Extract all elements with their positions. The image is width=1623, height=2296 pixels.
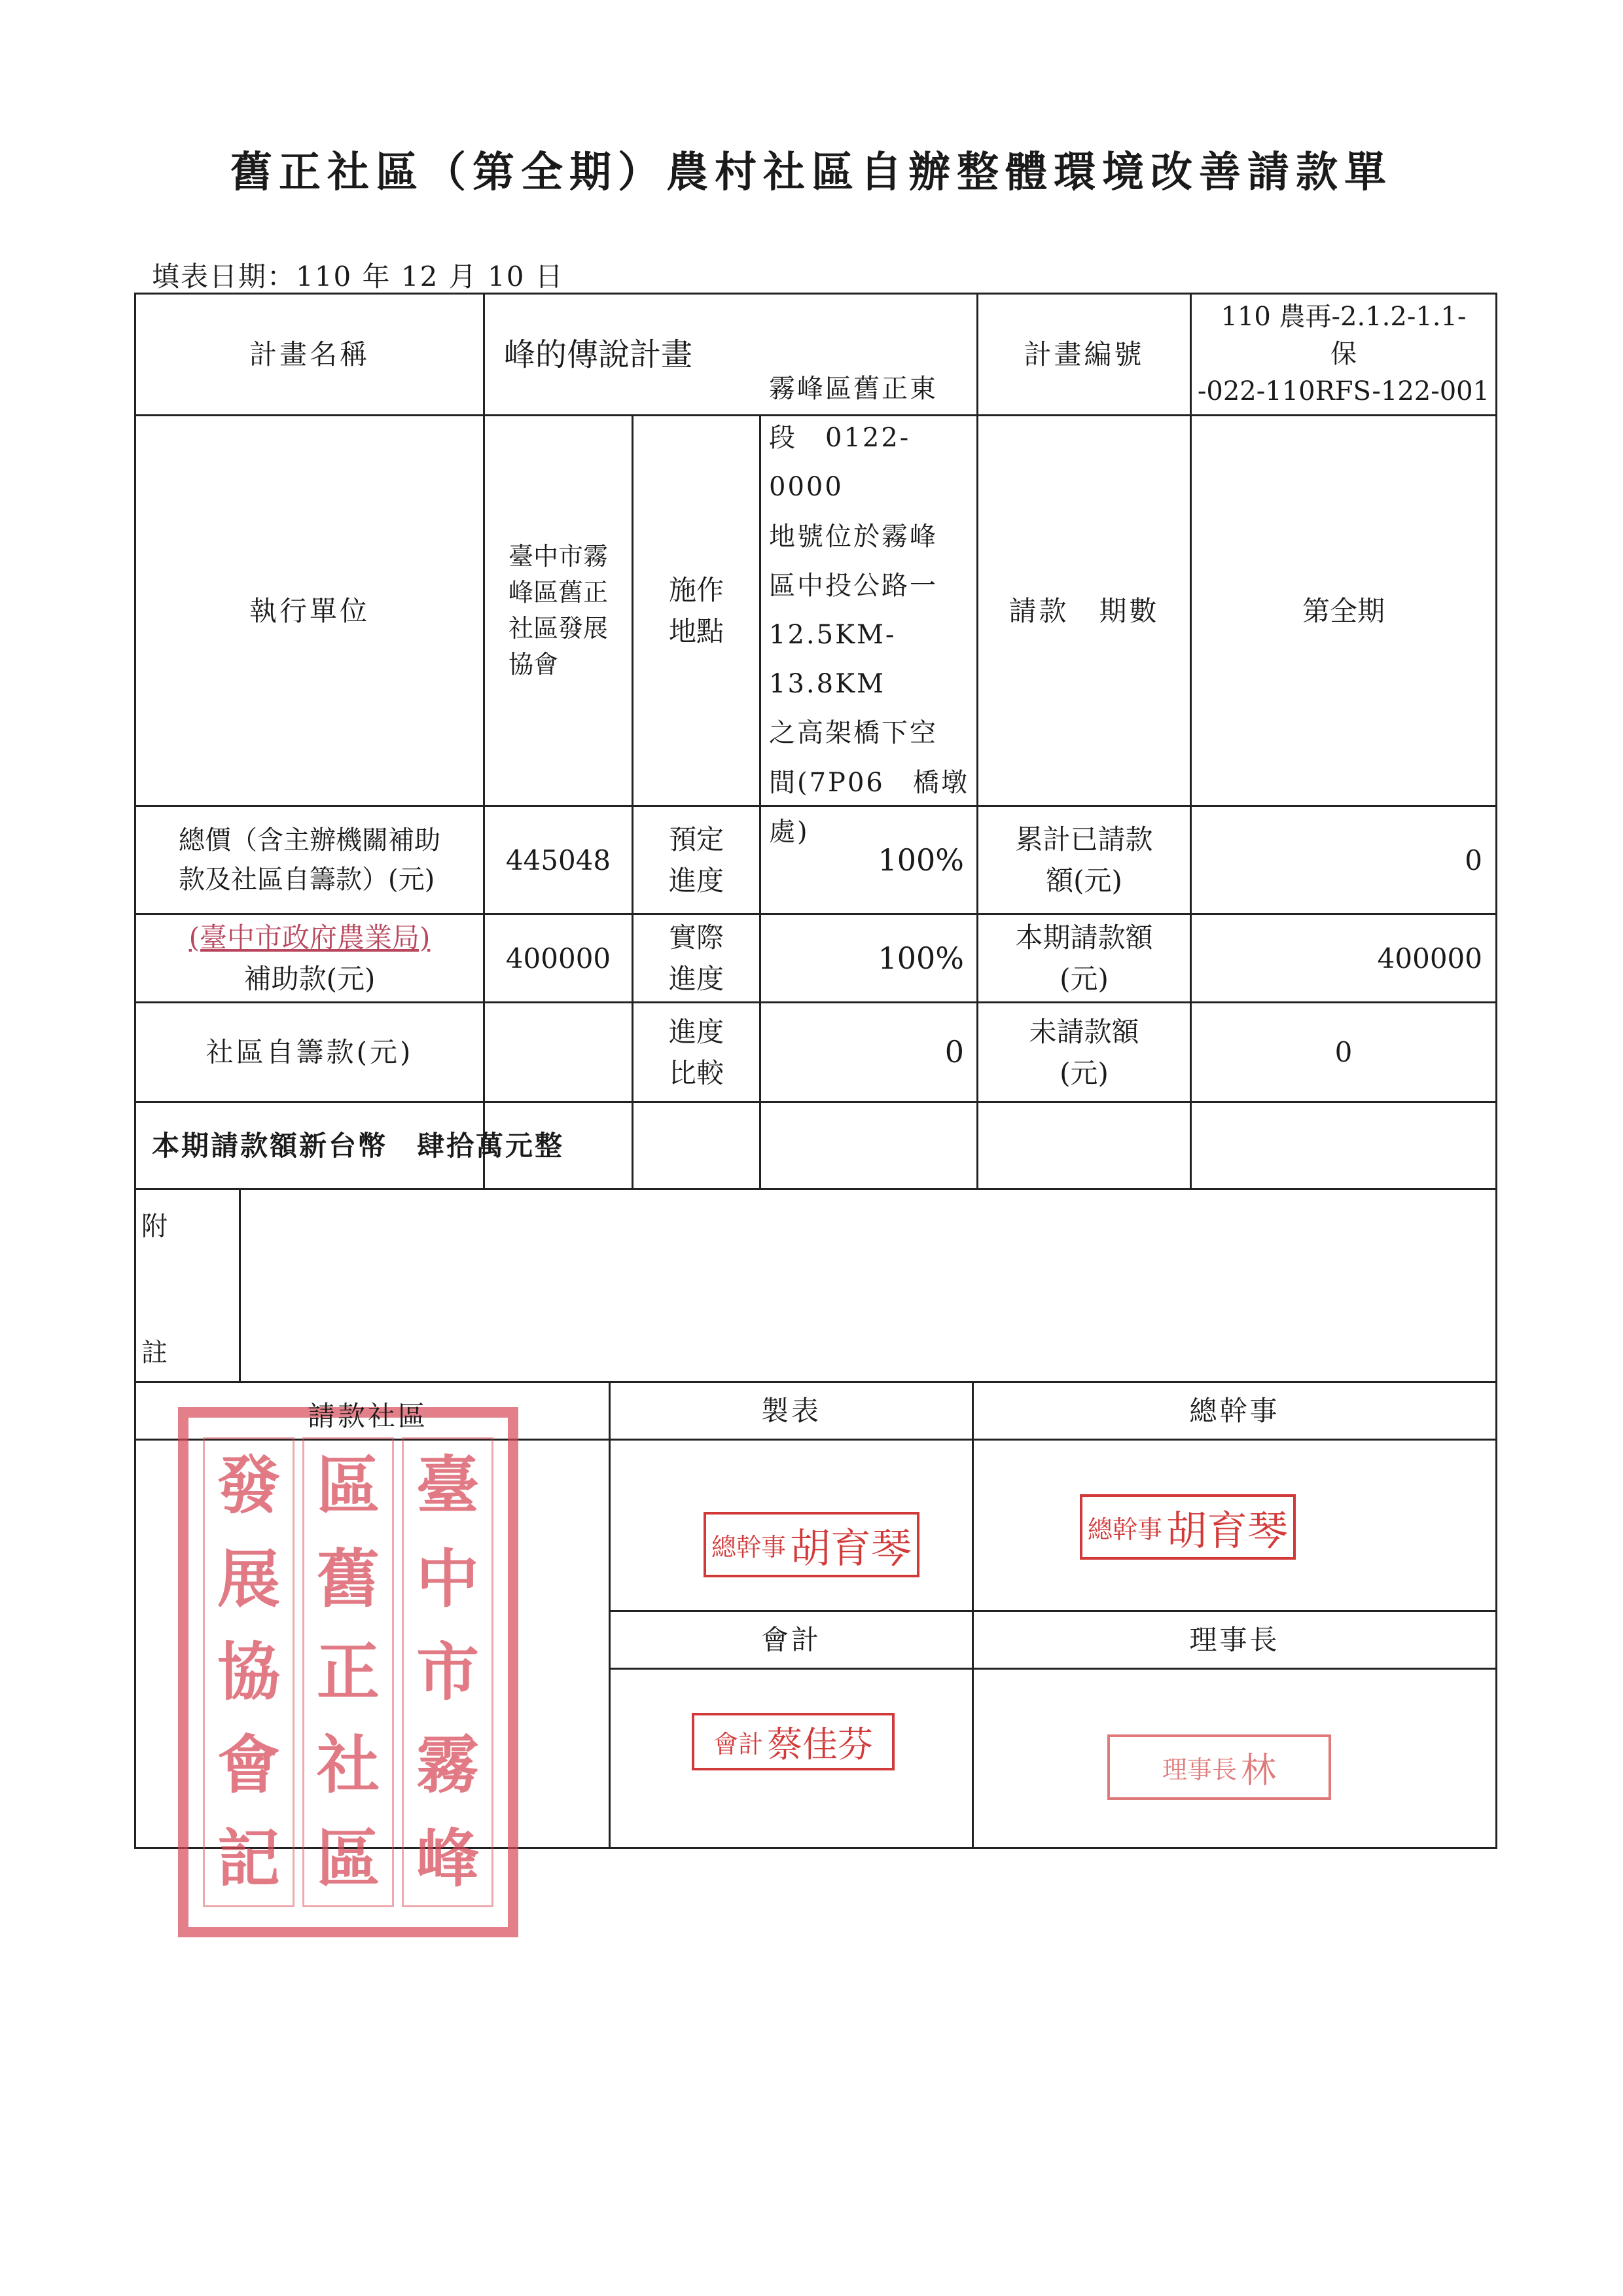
actual-progress-value: 100% xyxy=(878,940,964,976)
exec-unit-line: 社區發展 xyxy=(508,614,608,643)
current-label-line: 本期請款額 xyxy=(1015,922,1153,954)
cumulative-label-line: 額(元) xyxy=(1046,865,1122,897)
total-value: 445048 xyxy=(505,844,611,876)
seal-character: 展 xyxy=(217,1541,280,1616)
site-value-line: 12.5KM-13.8KM xyxy=(769,620,897,700)
progress-compare-label xyxy=(633,1003,759,1101)
community-label: 請款社區 xyxy=(308,1400,429,1432)
chair-stamp xyxy=(1107,1734,1331,1800)
seal-character: 峰 xyxy=(416,1821,479,1895)
seal-character: 正 xyxy=(317,1634,380,1709)
table-line xyxy=(239,1188,241,1383)
notes-label-top: 附 xyxy=(141,1211,168,1242)
plan-code-line: -022-110RFS-122-001 xyxy=(1197,376,1490,406)
seal-character: 市 xyxy=(416,1634,479,1709)
seal-character: 會 xyxy=(217,1728,280,1803)
total-label xyxy=(136,807,483,913)
plan-name-value: 峰的傳說計畫 xyxy=(504,336,693,373)
exec-unit-line: 臺中市霧 xyxy=(508,541,608,571)
cumulative-value: 0 xyxy=(1465,844,1482,876)
compare-label-line: 比較 xyxy=(668,1056,724,1089)
plan-code-value xyxy=(1192,295,1495,414)
seal-character: 社 xyxy=(317,1728,380,1803)
seal-character: 協 xyxy=(217,1634,280,1709)
form-title: 舊正社區（第全期）農村社區自辦整體環境改善請款單 xyxy=(230,149,1393,197)
cumulative-label-line: 累計已請款 xyxy=(1015,823,1153,855)
secretary-stamp-role: 總幹事 xyxy=(1087,1515,1162,1544)
table-line xyxy=(609,1668,1497,1670)
accountant-label: 會計 xyxy=(760,1624,821,1656)
subsidy-label xyxy=(136,915,483,1001)
seal-column xyxy=(203,1437,294,1907)
site-value-line: 地號位於霧峰 xyxy=(769,521,938,552)
site-label-line: 地點 xyxy=(668,615,724,647)
chair-label: 理事長 xyxy=(1189,1624,1280,1656)
accountant-stamp-name: 蔡佳芬 xyxy=(767,1723,873,1765)
site-label xyxy=(633,416,759,805)
subsidy-value: 400000 xyxy=(505,942,611,975)
site-value-line: 之高架橋下空 xyxy=(769,718,938,749)
fill-date: 填表日期：110 年 12 月 10 日 xyxy=(152,260,564,293)
unrequested-value: 0 xyxy=(1334,1036,1353,1068)
self-raised-label: 社區自籌款(元) xyxy=(205,1036,414,1068)
plan-name-label: 計畫名稱 xyxy=(249,338,370,370)
community-seal xyxy=(178,1407,518,1937)
site-value-line: 處) xyxy=(769,816,810,847)
self-raised-value xyxy=(485,1003,632,1101)
accountant-stamp xyxy=(692,1713,895,1770)
seal-character: 區 xyxy=(317,1821,380,1895)
total-label-line: 總價（含主辦機關補助 xyxy=(179,825,440,855)
maker-stamp xyxy=(704,1512,919,1577)
current-amount-label xyxy=(978,915,1190,1001)
seal-character: 霧 xyxy=(416,1728,479,1803)
seal-column xyxy=(302,1437,394,1907)
total-label-line: 款及社區自籌款）(元) xyxy=(179,865,435,895)
maker-label: 製表 xyxy=(760,1395,821,1427)
plan-code-label: 計畫編號 xyxy=(1024,338,1145,370)
secretary-stamp-name: 胡育琴 xyxy=(1166,1506,1289,1554)
actual-progress-label xyxy=(633,915,759,1001)
unrequested-label-line: 未請款額 xyxy=(1029,1015,1139,1048)
subsidy-agency: (臺中市政府農業局) xyxy=(188,922,431,954)
cumulative-label xyxy=(978,807,1190,913)
seal-character: 記 xyxy=(217,1821,280,1895)
actual-label-line: 實際 xyxy=(668,922,724,954)
period-value: 第全期 xyxy=(1302,594,1385,627)
planned-label-line: 進度 xyxy=(668,865,724,897)
site-value-line: 間(7P06 橋墩 xyxy=(769,767,969,798)
seal-column xyxy=(402,1437,493,1907)
exec-unit-line: 協會 xyxy=(508,650,558,679)
seal-character: 臺 xyxy=(416,1448,479,1523)
unrequested-label xyxy=(978,1003,1190,1101)
progress-compare-value: 0 xyxy=(944,1034,964,1069)
table-line xyxy=(134,1188,1497,1190)
planned-progress-label xyxy=(633,807,759,913)
site-value xyxy=(769,374,976,847)
chair-stamp-name: 林 xyxy=(1241,1749,1276,1791)
exec-unit-value xyxy=(485,416,632,805)
current-label-line: (元) xyxy=(1060,963,1109,995)
site-value-line: 霧峰區舊正東 xyxy=(769,374,938,404)
actual-label-line: 進度 xyxy=(668,963,724,995)
period-label: 請款 期數 xyxy=(1008,594,1160,627)
exec-unit-line: 峰區舊正 xyxy=(508,577,608,607)
accountant-stamp-role: 會計 xyxy=(713,1729,763,1759)
site-value-line: 段 0122-0000 xyxy=(769,423,911,503)
secretary-label: 總幹事 xyxy=(1189,1395,1280,1427)
notes-label-bottom: 註 xyxy=(141,1338,168,1368)
unrequested-label-line: (元) xyxy=(1060,1056,1109,1089)
current-amount-value: 400000 xyxy=(1377,942,1482,975)
seal-character: 中 xyxy=(416,1541,479,1616)
site-value-line: 區中投公路一 xyxy=(769,570,938,601)
maker-stamp-role: 總幹事 xyxy=(711,1532,786,1562)
chair-stamp-role: 理事長 xyxy=(1162,1755,1237,1784)
site-label-line: 施作 xyxy=(668,574,724,606)
table-line xyxy=(1495,293,1497,1849)
exec-unit-label: 執行單位 xyxy=(249,594,370,627)
maker-stamp-name: 胡育琴 xyxy=(790,1524,912,1572)
subsidy-label-text: 補助款(元) xyxy=(243,963,376,995)
secretary-stamp xyxy=(1080,1494,1296,1560)
seal-character: 發 xyxy=(217,1448,280,1523)
plan-code-line: 保 xyxy=(1330,339,1357,370)
compare-label-line: 進度 xyxy=(668,1015,724,1048)
plan-code-line: 110 農再-2.1.2-1.1- xyxy=(1221,302,1467,332)
seal-character: 區 xyxy=(317,1448,380,1523)
planned-progress-value: 100% xyxy=(878,842,964,878)
planned-label-line: 預定 xyxy=(668,823,724,855)
amount-in-words: 本期請款額新台幣 肆拾萬元整 xyxy=(152,1129,565,1162)
seal-character: 舊 xyxy=(317,1541,380,1616)
